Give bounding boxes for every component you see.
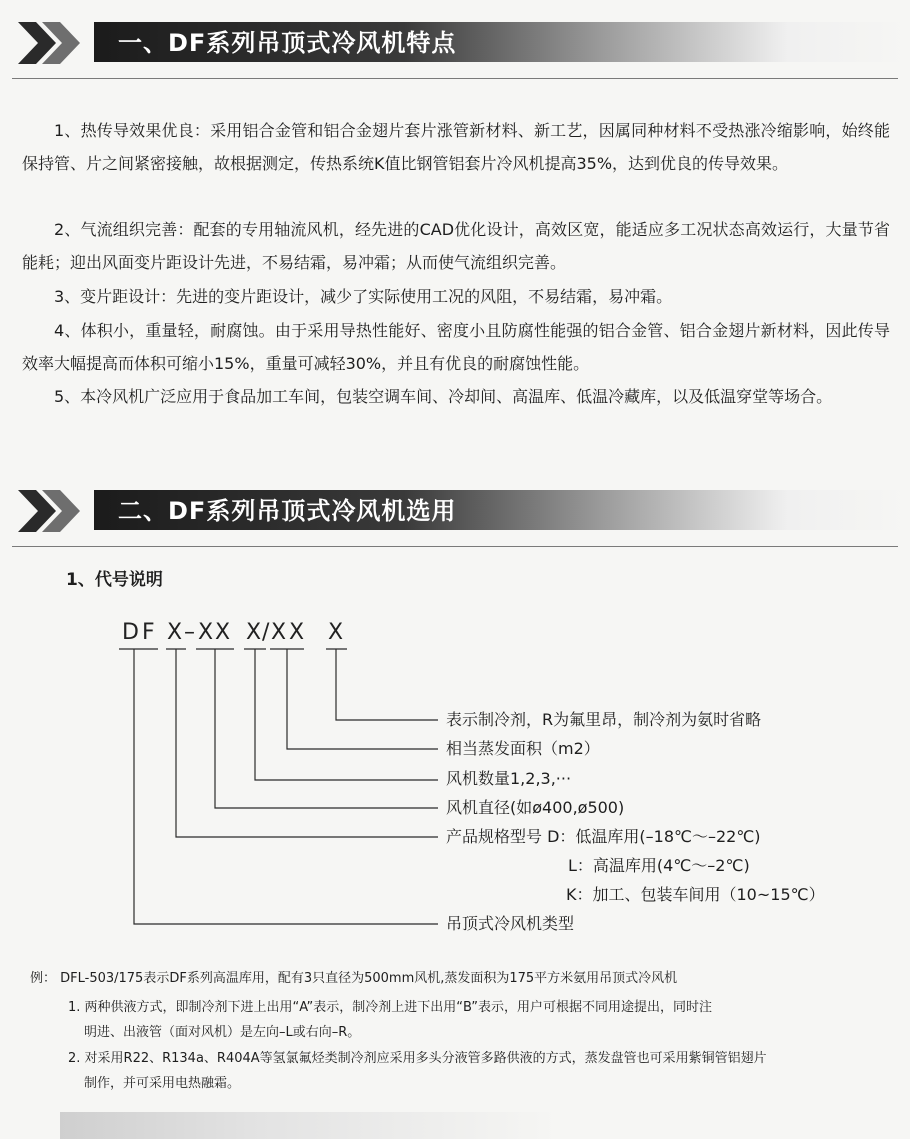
code-char: X	[246, 620, 262, 645]
code-char: /	[262, 620, 270, 645]
feature-paragraph: 5、本冷风机广泛应用于食品加工车间，包装空调车间、冷却间、高温库、低温冷藏库，以及低温穿堂等场合。	[54, 387, 833, 406]
legend-model-k: K：加工、包装车间用（10~15℃）	[566, 885, 825, 904]
code-char: D	[122, 620, 139, 645]
legend-evaporation-area: 相当蒸发面积（m2）	[446, 739, 600, 758]
code-char: F	[142, 620, 155, 645]
feature-paragraph: 2、气流组织完善：配套的专用轴流风机，经先进的CAD优化设计，高效区宽，能适应多工况状态高效运行，大量节省能耗；迎出风面变片距设计先进，不易结霜，易冲霜；从而使气流组织完善。	[22, 220, 890, 272]
note-line: 2. 对采用R22、R134a、R404A等氢氯氟烃类制冷剂应采用多头分液管多路供液的方式，蒸发盘管也可采用紫铜管铝翅片	[68, 1051, 767, 1066]
footer-band	[60, 1112, 560, 1139]
legend-fan-count: 风机数量1,2,3,···	[446, 769, 572, 788]
example-note: 例： DFL-503/175表示DF系列高温库用，配有3只直径为500mm风机,蒸发面积为175平方米氨用吊顶式冷风机	[30, 971, 678, 986]
code-char: X	[215, 620, 231, 645]
legend-refrigerant: 表示制冷剂，R为氟里昂，制冷剂为氨时省略	[446, 710, 762, 729]
feature-paragraph: 4、体积小，重量轻，耐腐蚀。由于采用导热性能好、密度小且防腐性能强的铝合金管、铝合金翅片新材料，因此传导效率大幅提高而体积可缩小15%，重量可减轻30%，并且有优良的耐腐蚀性能。	[22, 321, 890, 373]
code-heading: 1、代号说明	[66, 570, 163, 590]
code-char: X	[289, 620, 305, 645]
code-char: X	[167, 620, 183, 645]
code-char: X	[328, 620, 344, 645]
legend-type: 吊顶式冷风机类型	[446, 914, 575, 933]
legend-model-l: L：高温库用(4℃～–2℃)	[568, 856, 750, 875]
legend-model-d: 产品规格型号 D：低温库用(–18℃～–22℃)	[446, 827, 761, 846]
feature-paragraph: 3、变片距设计：先进的变片距设计，减少了实际使用工况的风阻，不易结霜，易冲霜。	[54, 287, 673, 306]
section-title: 二、DF系列吊顶式冷风机选用	[118, 497, 457, 525]
feature-paragraph: 1、热传导效果优良：采用铝合金管和铝合金翅片套片涨管新材料、新工艺，因属同种材料不受热涨冷缩影响，始终能保持管、片之间紧密接触，故根据测定，传热系统K值比钢管铝套片冷风机提高35%，达到优良的传导效果。	[22, 121, 890, 173]
legend-fan-diameter: 风机直径(如ø400,ø500)	[446, 798, 625, 817]
note-line: 明进、出液管（面对风机）是左向–L或右向–R。	[84, 1025, 361, 1040]
code-char: X	[271, 620, 287, 645]
code-char: –	[184, 620, 195, 645]
note-line: 制作，并可采用电热融霜。	[84, 1076, 241, 1091]
code-char: X	[198, 620, 214, 645]
note-line: 1. 两种供液方式，即制冷剂下进上出用“A”表示，制冷剂上进下出用“B”表示，用户可根据不同用途提出，同时注	[68, 1000, 712, 1015]
section-title: 一、DF系列吊顶式冷风机特点	[118, 29, 457, 57]
